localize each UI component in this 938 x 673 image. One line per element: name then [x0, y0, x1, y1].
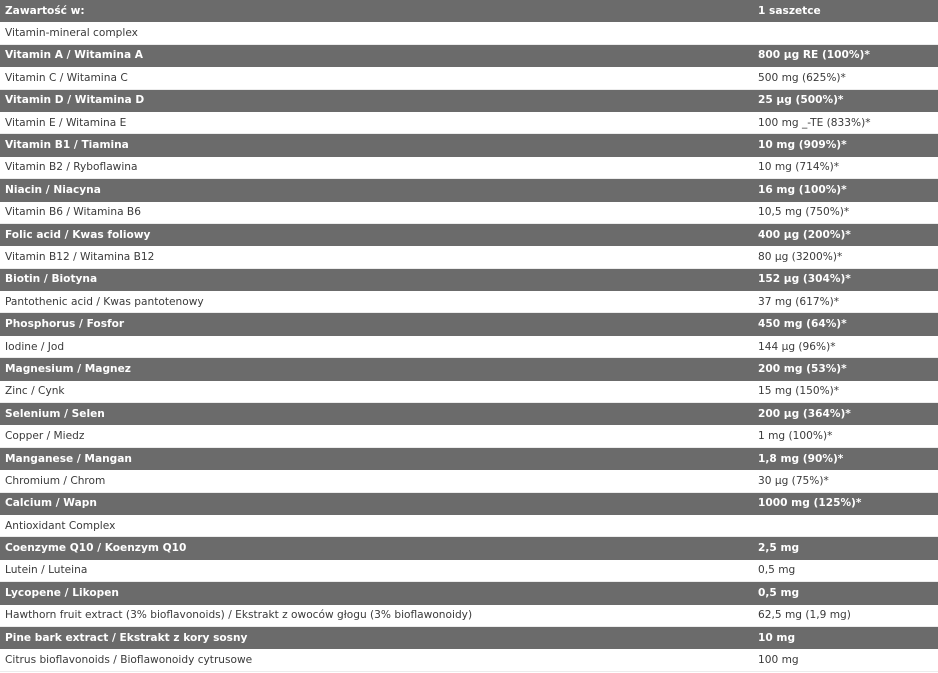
ingredient-name-cell: Zinc / Cynk: [5, 385, 65, 398]
table-row: [0, 493, 938, 515]
ingredient-amount-cell: 1 mg (100%)*: [758, 430, 833, 443]
ingredient-name-cell: Vitamin B1 / Tiamina: [5, 139, 129, 152]
table-row: [0, 470, 938, 492]
table-row: [0, 202, 938, 224]
table-row: [0, 157, 938, 179]
table-row: [0, 605, 938, 627]
ingredient-name-cell: Pantothenic acid / Kwas pantotenowy: [5, 295, 204, 308]
table-row: [0, 649, 938, 671]
ingredient-amount-cell: 200 µg (364%)*: [758, 407, 851, 420]
table-row: [0, 179, 938, 201]
table-row: [0, 90, 938, 112]
table-row: [0, 269, 938, 291]
ingredient-name-cell: Citrus bioflavonoids / Bioflawonoidy cytrusowe: [5, 654, 253, 667]
ingredient-name-cell: Lycopene / Likopen: [5, 586, 119, 599]
ingredient-amount-cell: 0,5 mg: [758, 564, 796, 577]
ingredient-amount-cell: 450 mg (64%)*: [758, 318, 847, 331]
ingredient-name-cell: Vitamin B2 / Ryboflawina: [5, 161, 138, 174]
ingredient-amount-cell: 200 mg (53%)*: [758, 362, 847, 375]
table-row: [0, 425, 938, 447]
table-row: [0, 313, 938, 335]
ingredient-amount-cell: 16 mg (100%)*: [758, 183, 847, 196]
ingredient-name-cell: Manganese / Mangan: [5, 452, 132, 465]
table-row: [0, 448, 938, 470]
ingredient-name-cell: Pine bark extract / Ekstrakt z kory sosny: [5, 631, 248, 644]
table-row: [0, 403, 938, 425]
ingredient-name-cell: Copper / Miedz: [5, 430, 85, 443]
table-row: [0, 22, 938, 44]
ingredient-name-cell: Zawartość w:: [5, 4, 85, 17]
ingredient-name-cell: Vitamin B6 / Witamina B6: [5, 206, 141, 219]
ingredient-amount-cell: 144 µg (96%)*: [758, 340, 836, 353]
ingredient-amount-cell: 1,8 mg (90%)*: [758, 452, 844, 465]
ingredient-amount-cell: 10 mg: [758, 631, 796, 644]
ingredient-name-cell: Selenium / Selen: [5, 407, 105, 420]
ingredient-name-cell: Lutein / Luteina: [5, 564, 88, 577]
ingredient-name-cell: Niacin / Niacyna: [5, 183, 101, 196]
table-row: [0, 627, 938, 649]
ingredient-name-cell: Chromium / Chrom: [5, 474, 106, 487]
ingredient-amount-cell: 100 mg _-TE (833%)*: [758, 116, 871, 129]
table-row: [0, 560, 938, 582]
ingredient-name-cell: Biotin / Biotyna: [5, 273, 98, 286]
ingredient-name-cell: Hawthorn fruit extract (3% bioflavonoids) / Ekstrakt z owoców głogu (3% bioflawonoidy): [5, 609, 473, 622]
table-row: [0, 515, 938, 537]
table-row: [0, 582, 938, 604]
ingredient-amount-cell: 0,5 mg: [758, 586, 800, 599]
table-row: [0, 45, 938, 67]
table-row: [0, 67, 938, 89]
table-row: [0, 112, 938, 134]
table-row: [0, 224, 938, 246]
ingredient-amount-cell: 25 µg (500%)*: [758, 94, 844, 107]
ingredient-amount-cell: 62,5 mg (1,9 mg): [758, 609, 851, 622]
ingredient-name-cell: Vitamin E / Witamina E: [5, 116, 127, 129]
ingredient-name-cell: Antioxidant Complex: [5, 519, 116, 532]
ingredient-name-cell: Vitamin B12 / Witamina B12: [5, 250, 155, 263]
ingredient-name-cell: Iodine / Jod: [5, 340, 65, 353]
ingredient-amount-cell: 10 mg (909%)*: [758, 139, 847, 152]
table-row: [0, 246, 938, 268]
ingredient-amount-cell: 100 mg: [758, 654, 799, 667]
ingredient-amount-cell: 80 µg (3200%)*: [758, 250, 843, 263]
table-row: [0, 358, 938, 380]
ingredient-name-cell: Vitamin D / Witamina D: [5, 94, 145, 107]
ingredient-amount-cell: 800 µg RE (100%)*: [758, 49, 870, 62]
ingredient-name-cell: Vitamin A / Witamina A: [5, 49, 143, 62]
table-row: [0, 336, 938, 358]
ingredient-amount-cell: 10,5 mg (750%)*: [758, 206, 850, 219]
table-row: [0, 134, 938, 156]
ingredient-amount-cell: 500 mg (625%)*: [758, 71, 846, 84]
ingredient-name-cell: Vitamin-mineral complex: [5, 27, 138, 40]
ingredient-amount-cell: 152 µg (304%)*: [758, 273, 851, 286]
table-row: [0, 291, 938, 313]
ingredient-name-cell: Coenzyme Q10 / Koenzym Q10: [5, 542, 187, 555]
ingredient-name-cell: Calcium / Wapn: [5, 497, 97, 510]
ingredient-name-cell: Vitamin C / Witamina C: [5, 71, 128, 84]
ingredient-name-cell: Magnesium / Magnez: [5, 362, 131, 375]
ingredient-amount-cell: 2,5 mg: [758, 542, 800, 555]
table-row: [0, 381, 938, 403]
table-row: [0, 537, 938, 559]
table-row: [0, 0, 938, 22]
ingredient-amount-cell: 37 mg (617%)*: [758, 295, 840, 308]
ingredient-amount-cell: 400 µg (200%)*: [758, 228, 851, 241]
ingredient-name-cell: Phosphorus / Fosfor: [5, 318, 125, 331]
ingredient-amount-cell: 30 µg (75%)*: [758, 474, 829, 487]
ingredient-amount-cell: 1 saszetce: [758, 4, 821, 17]
ingredient-amount-cell: 15 mg (150%)*: [758, 385, 840, 398]
ingredient-name-cell: Folic acid / Kwas foliowy: [5, 228, 151, 241]
ingredient-amount-cell: 1000 mg (125%)*: [758, 497, 862, 510]
ingredient-amount-cell: 10 mg (714%)*: [758, 161, 840, 174]
